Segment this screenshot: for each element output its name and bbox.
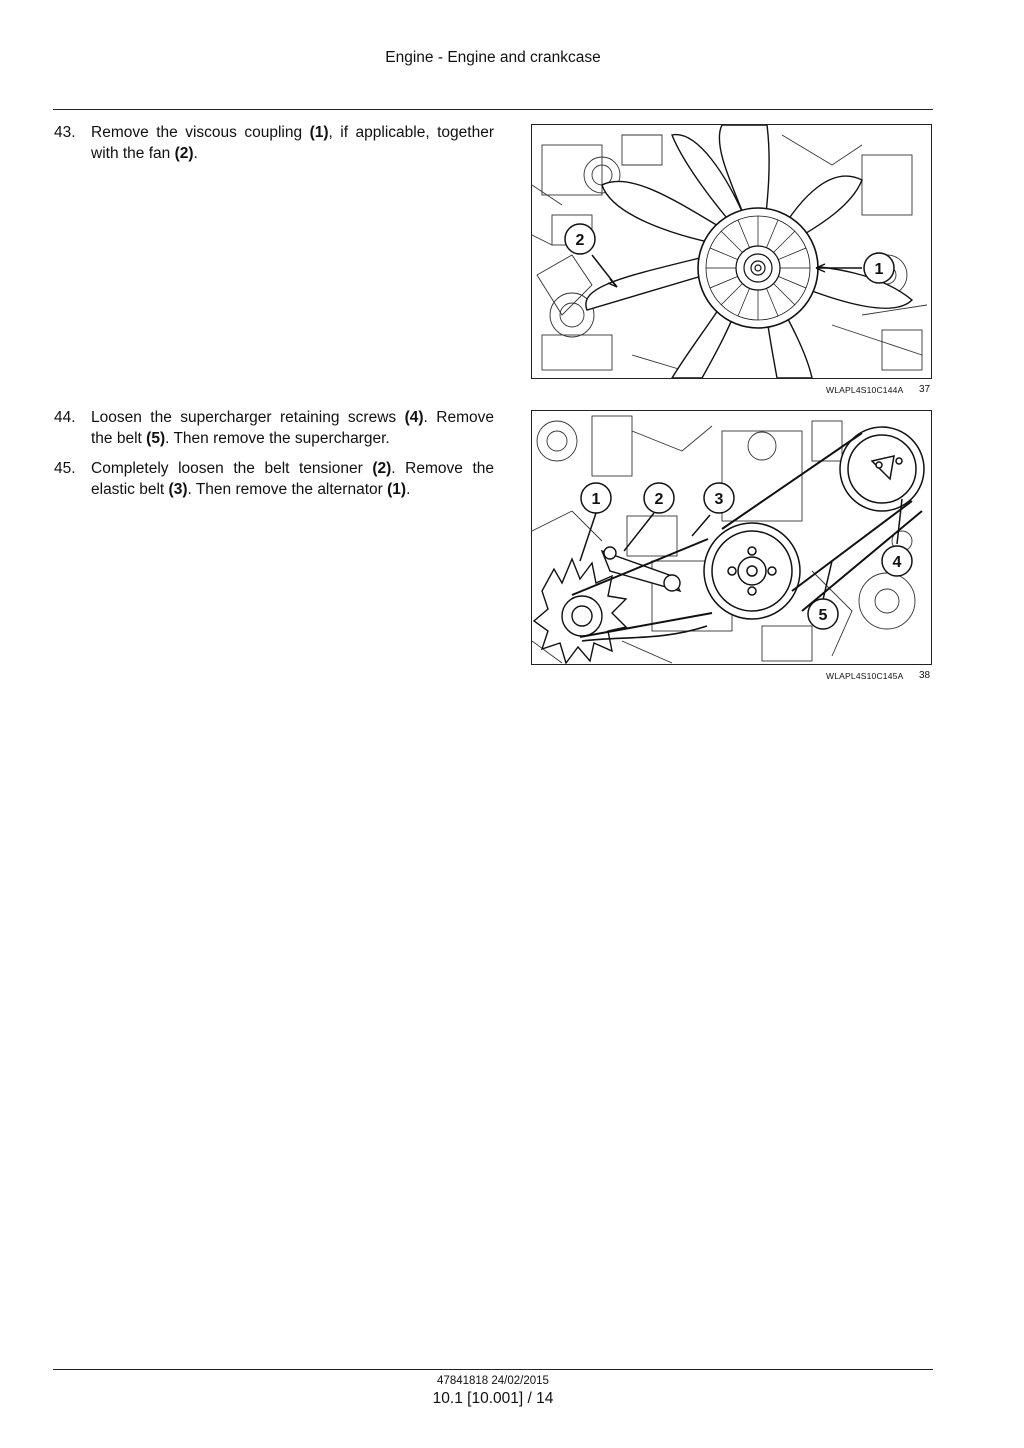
footer-document-reference: 47841818 24/02/2015: [437, 1375, 549, 1387]
callout-label: 2: [654, 491, 664, 508]
callout-label: 2: [575, 232, 585, 249]
page-header-title: Engine - Engine and crankcase: [385, 49, 601, 66]
figure-code: WLAPL4S10C145A: [826, 671, 904, 681]
figure-number: 37: [919, 384, 931, 395]
figure-code: WLAPL4S10C144A: [826, 385, 904, 395]
callout-label: 5: [818, 607, 828, 624]
callout-label: 3: [714, 491, 724, 508]
callout-label: 1: [874, 261, 884, 278]
step-number: 45.: [54, 460, 76, 477]
figure-number: 38: [919, 670, 931, 681]
callout-label: 4: [892, 554, 902, 571]
figure-belt-drive-illustration: [531, 410, 932, 665]
step-45: [54, 458, 494, 500]
header-rule: [53, 109, 933, 110]
step-text: Completely loosen the belt tensioner (2). Remove the elastic belt (3). Then remove the alternator (1).: [91, 460, 494, 498]
footer-page-reference: 10.1 [10.001] / 14: [432, 1390, 554, 1407]
viscous-coupling: [698, 208, 818, 328]
step-number: 43.: [54, 124, 76, 141]
step-44: [54, 407, 494, 449]
step-text: Loosen the supercharger retaining screws (4). Remove the belt (5). Then remove the supercharger.: [91, 409, 494, 447]
water-pump-pulley: [704, 523, 800, 619]
step-number: 44.: [54, 409, 76, 426]
step-43: [54, 122, 494, 164]
belt-tensioner: [602, 547, 680, 591]
footer-rule: [53, 1369, 933, 1370]
alternator: [534, 559, 626, 663]
callout-label: 1: [591, 491, 601, 508]
step-text: Remove the viscous coupling (1), if applicable, together with the fan (2).: [91, 124, 494, 162]
figure-fan-illustration: [531, 124, 932, 379]
